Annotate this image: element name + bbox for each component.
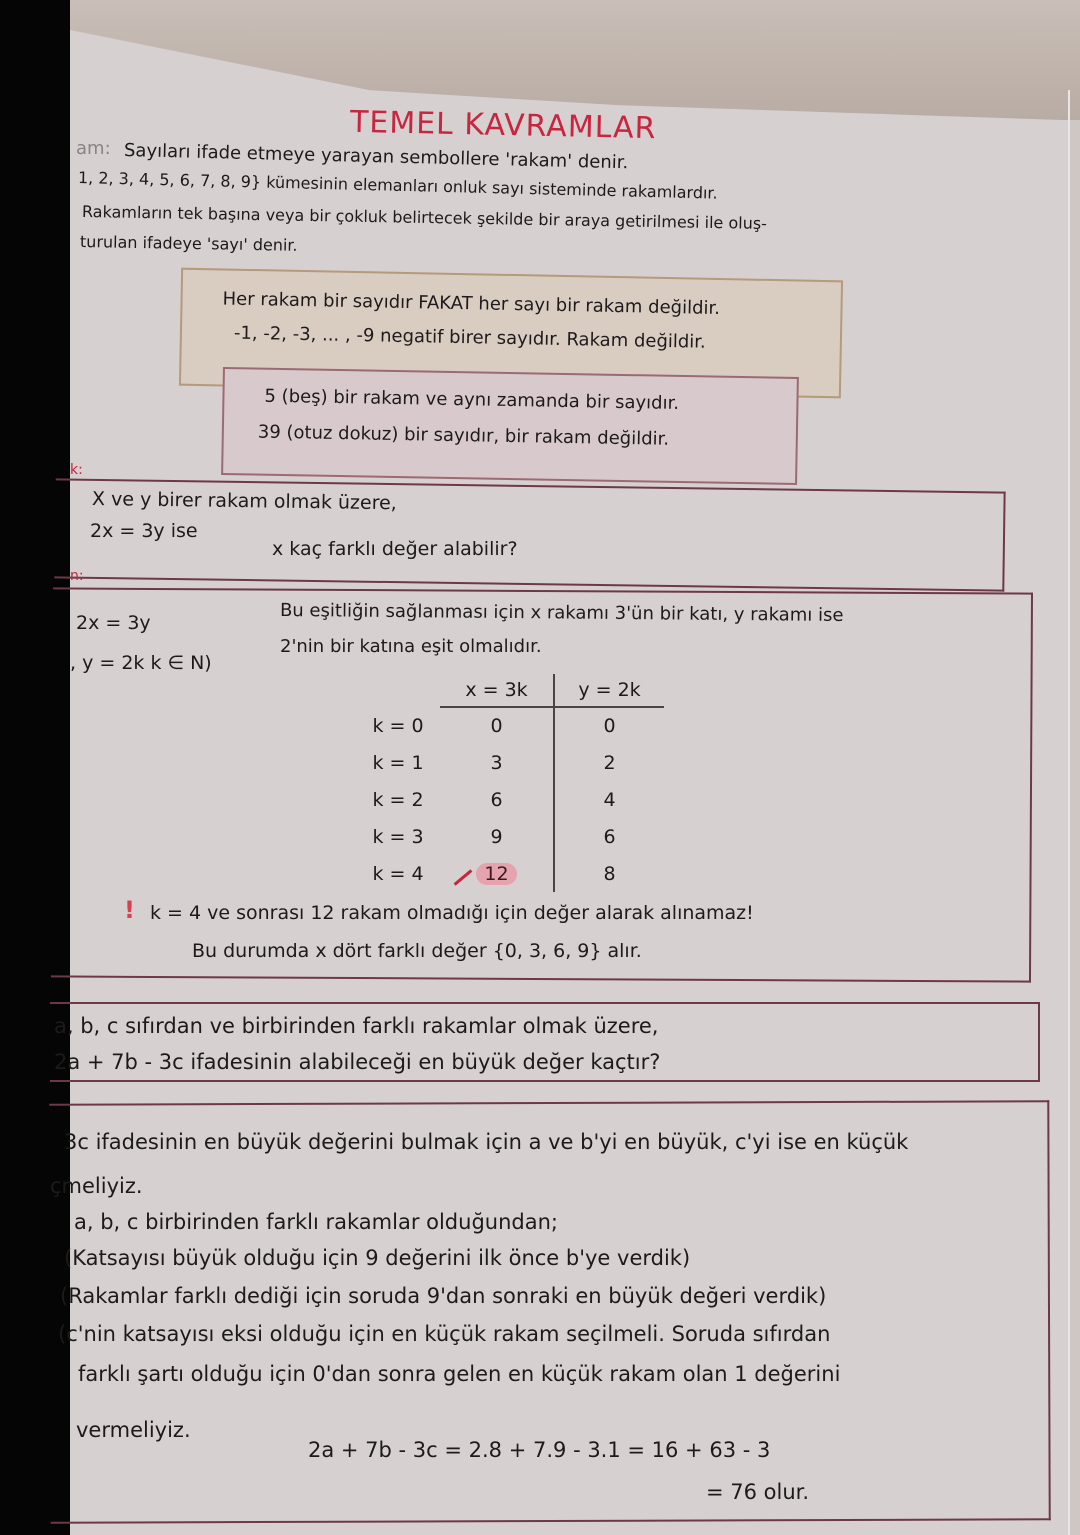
table-row — [356, 744, 664, 781]
k-values-table — [356, 674, 664, 892]
table-header-x: x = 3k — [440, 674, 554, 707]
note-beige-line-1: Her rakam bir sayıdır FAKAT her sayı bir rakam değildir. — [222, 288, 721, 320]
table-row — [356, 855, 664, 892]
table-header-y: y = 2k — [554, 674, 664, 707]
intro-line-2: 1, 2, 3, 4, 5, 6, 7, 8, 9} kümesinin elemanları onluk sayı sisteminde rakamlardır. — [77, 168, 718, 203]
question-1-ask: x kaç farklı değer alabilir? — [272, 538, 518, 560]
solution-explain-1: Bu eşitliğin sağlanması için x rakamı 3'ün bir katı, y rakamı ise — [279, 600, 844, 626]
question-2-line-2: 2a + 7b - 3c ifadesinin alabileceği en büyük değer kaçtır? — [54, 1050, 661, 1074]
table-cell-k: k = 3 — [372, 825, 424, 848]
solution-explain-2: 2'nin bir katına eşit olmalıdır. — [280, 636, 542, 657]
highlight-12: 12 — [476, 863, 516, 885]
solution-2-line-1: 3c ifadesinin en büyük değerini bulmak için a ve b'yi en büyük, c'yi ise en küçük — [64, 1130, 909, 1154]
question-1-line-1: X ve y birer rakam olmak üzere, — [91, 488, 397, 515]
question-1-equation: 2x = 3y ise — [90, 520, 198, 542]
intro-line-1: Sayıları ifade etmeye yarayan sembollere 'rakam' denir. — [123, 140, 629, 174]
table-header-k — [356, 674, 440, 707]
table-cell-x: 0 — [490, 715, 503, 737]
warning-icon: ! — [124, 896, 135, 924]
solution-2-line-4: (Katsayısı büyük olduğu için 9 değerini ilk önce b'ye verdik) — [64, 1246, 691, 1270]
solution-2-line-2: çmeliyiz. — [50, 1174, 143, 1198]
table-cell-y: 2 — [554, 744, 664, 781]
table-cell-k: k = 2 — [372, 788, 424, 811]
note-pink-line-2: 39 (otuz dokuz) bir sayıdır, bir rakam değildir. — [257, 421, 670, 450]
solution-label: n: — [70, 568, 84, 584]
table-cell-y: 0 — [554, 707, 664, 744]
table-cell-x: 6 — [490, 788, 503, 811]
solution-eq-2: , y = 2k k ∈ N) — [70, 652, 212, 674]
question-2-line-1: a, b, c sıfırdan ve birbirinden farklı rakamlar olmak üzere, — [54, 1014, 659, 1038]
note-box-pink — [221, 367, 799, 485]
intro-line-3: Rakamların tek başına veya bir çokluk belirtecek şekilde bir araya getirilmesi ile oluş- — [81, 202, 768, 233]
conclusion-text: Bu durumda x dört farklı değer {0, 3, 6, 9} alır. — [192, 940, 642, 962]
intro-label: am: — [76, 138, 111, 159]
intro-line-4: turulan ifadeye 'sayı' denir. — [79, 232, 298, 255]
example-label: k: — [70, 462, 83, 478]
solution-2-line-8: vermeliyiz. — [76, 1418, 191, 1442]
page-edge — [1068, 90, 1070, 1535]
note-pink-line-1: 5 (beş) bir rakam ve aynı zamanda bir sayıdır. — [264, 385, 680, 414]
solution-2-line-5: (Rakamlar farklı dediği için soruda 9'dan sonraki en büyük değeri verdik) — [60, 1284, 827, 1308]
table-cell-y: 8 — [554, 855, 664, 892]
table-header-row — [356, 674, 664, 707]
table-row — [356, 818, 664, 855]
solution-2-line-7: farklı şartı olduğu için 0'dan sonra gelen en küçük rakam olan 1 değerini — [78, 1362, 841, 1386]
solution-2-line-6: (c'nin katsayısı eksi olduğu için en küçük rakam seçilmeli. Soruda sıfırdan — [58, 1322, 831, 1346]
page-title: TEMEL KAVRAMLAR — [349, 104, 657, 147]
table-cell-k: k = 4 — [372, 862, 424, 885]
table-cell-k: k = 0 — [372, 714, 424, 737]
table-row — [356, 781, 664, 818]
calc-line-1: 2a + 7b - 3c = 2.8 + 7.9 - 3.1 = 16 + 63 - 3 — [308, 1438, 771, 1462]
solution-2-line-3: a, b, c birbirinden farklı rakamlar olduğundan; — [74, 1210, 558, 1234]
warning-text: k = 4 ve sonrası 12 rakam olmadığı için değer alarak alınamaz! — [150, 902, 754, 924]
table-cell-x-highlighted — [440, 855, 554, 892]
table-cell-y: 4 — [554, 781, 664, 818]
note-beige-line-2: -1, -2, -3, ... , -9 negatif birer sayıdır. Rakam değildir. — [233, 322, 706, 353]
table-cell-k: k = 1 — [372, 751, 424, 774]
calc-line-2: = 76 olur. — [706, 1480, 810, 1504]
solution-eq-1: 2x = 3y — [76, 612, 151, 634]
table-cell-y: 6 — [554, 818, 664, 855]
table-row — [356, 707, 664, 744]
table-cell-x: 3 — [490, 751, 503, 774]
table-cell-x: 9 — [490, 825, 503, 848]
